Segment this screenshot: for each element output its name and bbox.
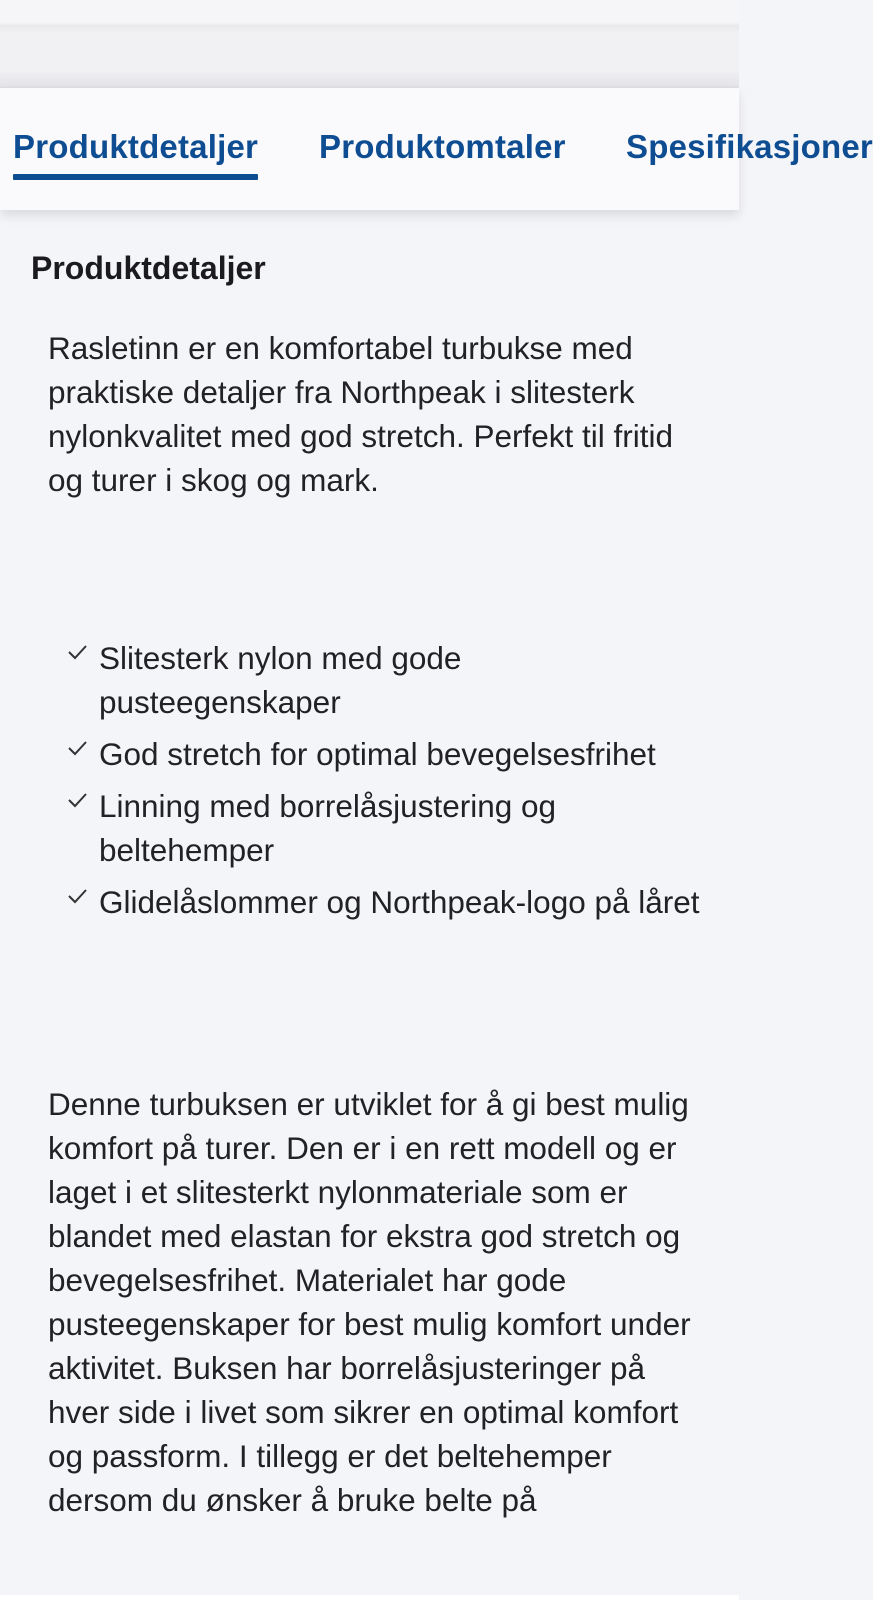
product-tab-bar (0, 88, 873, 210)
feature-text: Linning med borrelåsjustering og beltehemper (99, 788, 557, 868)
feature-text: God stretch for optimal bevegelsesfrihet (99, 736, 656, 772)
feature-item (66, 636, 706, 724)
checkmark-icon (66, 885, 88, 907)
bottom-edge (0, 1595, 739, 1600)
description-paragraph: Denne turbuksen er utviklet for å gi best mulig komfort på turer. Den er i en rett modell og er laget i et slitesterkt nylonmateriale som er blandet med elastan for ekstra god stretch og bevegelsesfrihet. Materialet har gode pusteegenskaper for best mulig komfort under aktivitet. Buksen har borrelåsjusteringer på hver side i livet som sikrer en optimal komfort og passform. I tillegg er det beltehemper dersom du ønsker å bruke belte på (48, 1086, 691, 1518)
checkmark-icon (66, 789, 88, 811)
feature-item (66, 784, 706, 872)
checkmark-icon (66, 737, 88, 759)
section-title: Produktdetaljer (31, 250, 266, 286)
top-header-strip (0, 0, 739, 88)
tab-produktdetaljer[interactable]: Produktdetaljer (13, 128, 259, 165)
tab-spesifikasjoner[interactable]: Spesifikasjoner (626, 128, 873, 165)
product-details-content (0, 210, 739, 1595)
feature-item (66, 880, 706, 924)
feature-text: Glidelåslommer og Northpeak-logo på låret (99, 884, 700, 920)
feature-text: Slitesterk nylon med gode pusteegenskaper (99, 640, 462, 720)
tab-produktomtaler[interactable]: Produktomtaler (319, 128, 566, 165)
checkmark-icon (66, 641, 88, 663)
feature-item (66, 732, 706, 776)
intro-paragraph: Rasletinn er en komfortabel turbukse med praktiske detaljer fra Northpeak i slitesterk nylonkvalitet med god stretch. Perfekt til fritid og turer i skog og mark. (48, 330, 674, 498)
feature-list (66, 636, 706, 932)
